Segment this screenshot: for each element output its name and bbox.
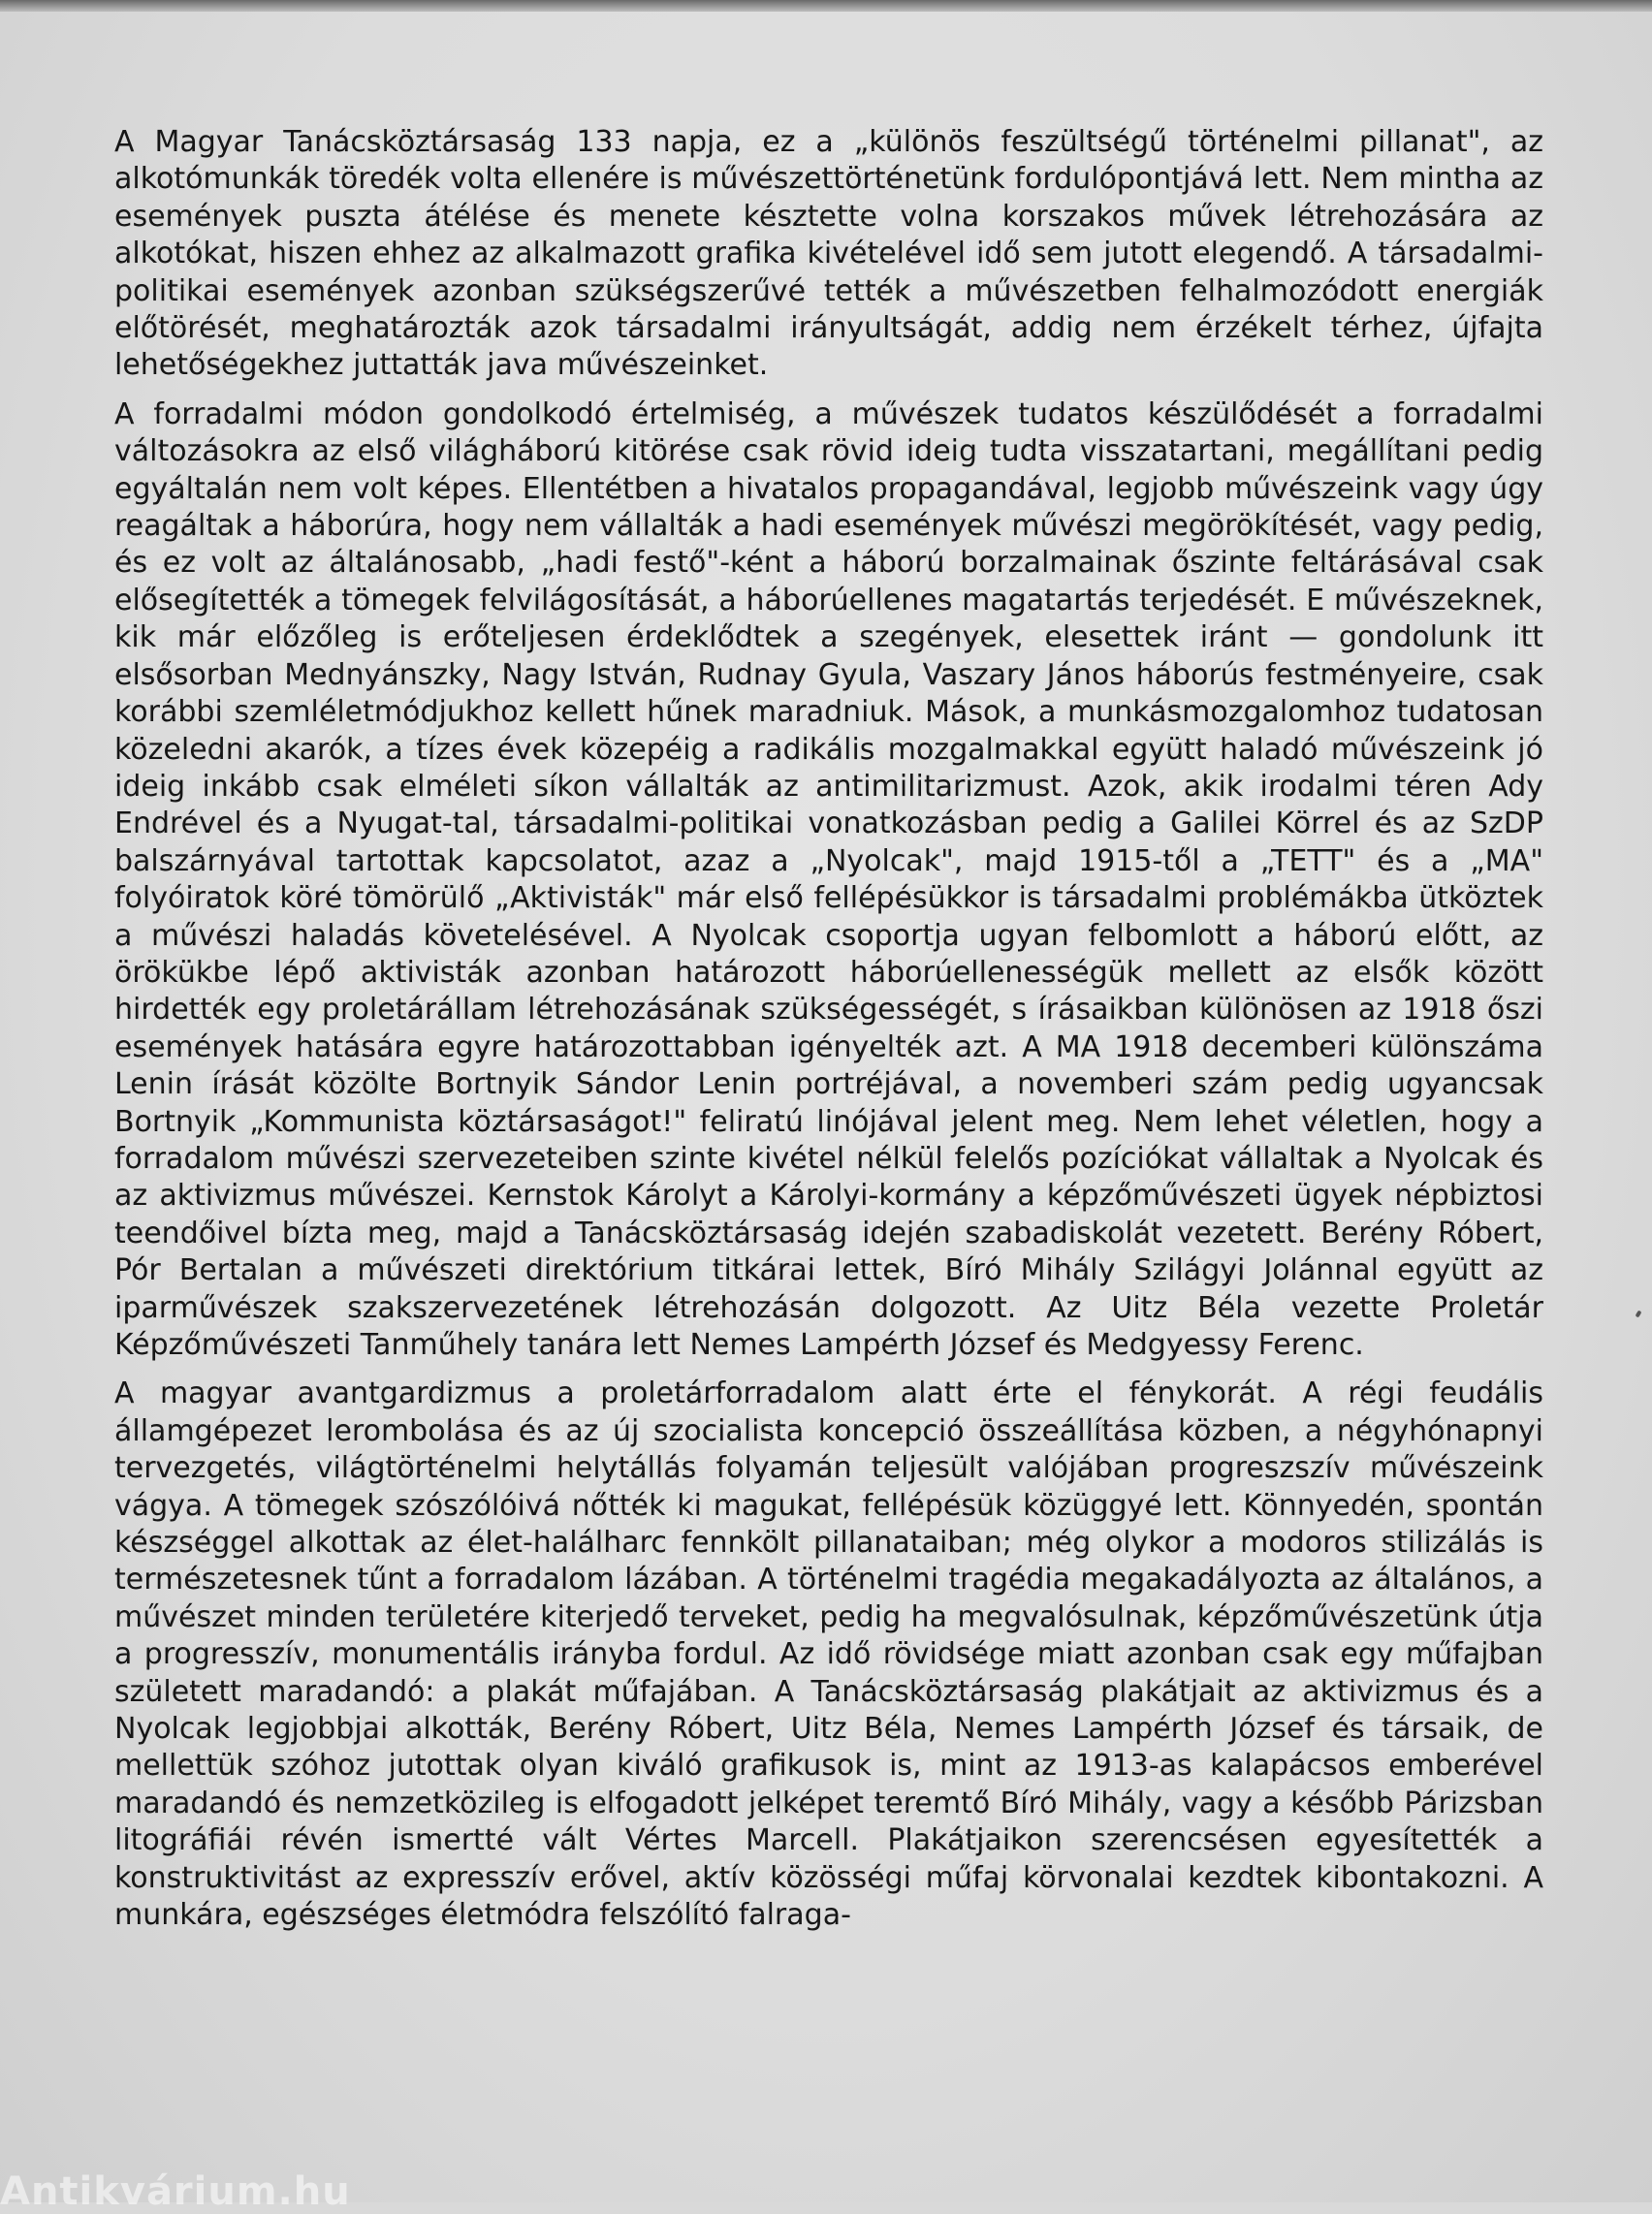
book-page [0, 12, 1652, 2202]
paragraph-2: A forradalmi módon gondolkodó értelmiség, a művészek tudatos készülődését a forradalmi változásokra az első világháború kitörése csak rövid ideig tudta visszatartani, megállítani pedig egyáltalán nem volt képes. Ellentétben a hivatalos propagandával, legjobb művészeink vagy úgy reagáltak a háborúra, hogy nem vállalták a hadi események művészi megörökítését, vagy pedig, és ez volt az általánosabb, „hadi festő"-ként a háború borzalmainak őszinte feltárásával csak elősegítették a tömegek felvilágosítását, a háborúellenes magatartás terjedését. E művészeknek, kik már előzőleg is erőteljesen érdeklődtek a szegények, elesettek iránt — gondolunk itt elsősorban Mednyánszky, Nagy István, Rudnay Gyula, Vaszary János háborús festményeire, csak korábbi szemléletmódjukhoz kellett hűnek maradniuk. Mások, a munkásmozgalomhoz tudatosan közeledni akarók, a tízes évek közepéig a radikális mozgalmakkal együtt haladó művészeink jó ideig inkább csak elméleti síkon vállalták az antimilitarizmust. Azok, akik irodalmi téren Ady Endrével és a Nyugat-tal, társadalmi-politikai vonatkozásban pedig a Galilei Körrel és az SzDP balszárnyával tartottak kapcsolatot, azaz a „Nyolcak", majd 1915-től a „TETT" és a „MA" folyóiratok köré tömörülő „Aktivisták" már első fellépésükkor is társadalmi problémákba ütköztek a művészi haladás követelésével. A Nyolcak csoportja ugyan felbomlott a háború előtt, az örökükbe lépő aktivisták azonban határozott háborúellenességük mellett az elsők között hirdették egy proletárállam létrehozásának szükségességét, s írásaikban különösen az 1918 őszi események hatására egyre határozottabban igényelték azt. A MA 1918 decemberi különszáma Lenin írását közölte Bortnyik Sándor Lenin portréjával, a novemberi szám pedig ugyancsak Bortnyik „Kommunista köztársaságot!" feliratú linójával jelent meg. Nem lehet véletlen, hogy a forradalom művészi szervezeteiben szinte kivétel nélkül felelős pozíciókat vállaltak a Nyolcak és az aktivizmus művészei. Kernstok Károlyt a Károlyi-kormány a képzőművészeti ügyek népbiztosi teendőivel bízta meg, majd a Tanácsköztársaság idején szabadiskolát vezetett. Berény Róbert, Pór Bertalan a művészeti direktórium titkárai lettek, Bíró Mihály Szilágyi Jolánnal együtt az iparművészek szakszervezetének létrehozásán dolgozott. Az Uitz Béla vezette Proletár Képzőművészeti Tanműhely tanára lett Nemes Lampérth József és Medgyessy Ferenc. [114, 396, 1543, 1362]
margin-speck [1636, 1310, 1642, 1317]
paragraph-1: A Magyar Tanácsköztársaság 133 napja, ez a „különös feszültségű történelmi pillanat", az alkotómunkák töredék volta ellenére is művészettörténetünk fordulópontjává lett. Nem mintha az események puszta átélése és menete késztette volna korszakos művek létrehozására az alkotókat, hiszen ehhez az alkalmazott grafika kivételével idő sem jutott elegendő. A társadalmi-politikai események azonban szükségszerűvé tették a művészetben felhalmozódott energiák előtörését, meghatározták azok társadalmi irányultságát, addig nem érzékelt térhez, újfajta lehetőségekhez juttatták java művészeinket. [114, 125, 1543, 383]
watermark-text: Antikvárium.hu [0, 2169, 351, 2214]
paragraph-3: A magyar avantgardizmus a proletárforradalom alatt érte el fénykorát. A régi feudális államgépezet lerombolása és az új szocialista koncepció összeállítása közben, a négyhónapnyi tervezgetés, világtörténelmi helytállás folyamán teljesült valójában progreszszív művészeink vágya. A tömegek szószólóivá nőtték ki magukat, fellépésük közüggyé lett. Könnyedén, spontán készséggel alkottak az élet-halálharc fennkölt pillanataiban; még olykor a modoros stilizálás is természetesnek tűnt a forradalom lázában. A történelmi tragédia megakadályozta az általános, a művészet minden területére kiterjedő terveket, pedig ha megvalósulnak, képzőművészetünk útja a progresszív, monumentális irányba fordul. Az idő rövidsége miatt azonban csak egy műfajban született maradandó: a plakát műfajában. A Tanácsköztársaság plakátjait az aktivizmus és a Nyolcak legjobbjai alkották, Berény Róbert, Uitz Béla, Nemes Lampérth József és társaik, de mellettük szóhoz jutottak olyan kiváló grafikusok is, mint az 1913-as kalapácsos emberével maradandó és nemzetközileg is elfogadott jelképet teremtő Bíró Mihály, vagy a később Párizsban litográfiái révén ismertté vált Vértes Marcell. Plakátjaikon szerencsésen egyesítették a konstruktivitást az expresszív erővel, aktív közösségi műfaj körvonalai kezdtek kibontakozni. A munkára, egészséges életmódra felszólító falraga- [114, 1376, 1543, 1933]
page-top-edge [0, 0, 1652, 12]
article-body [114, 124, 1543, 1946]
